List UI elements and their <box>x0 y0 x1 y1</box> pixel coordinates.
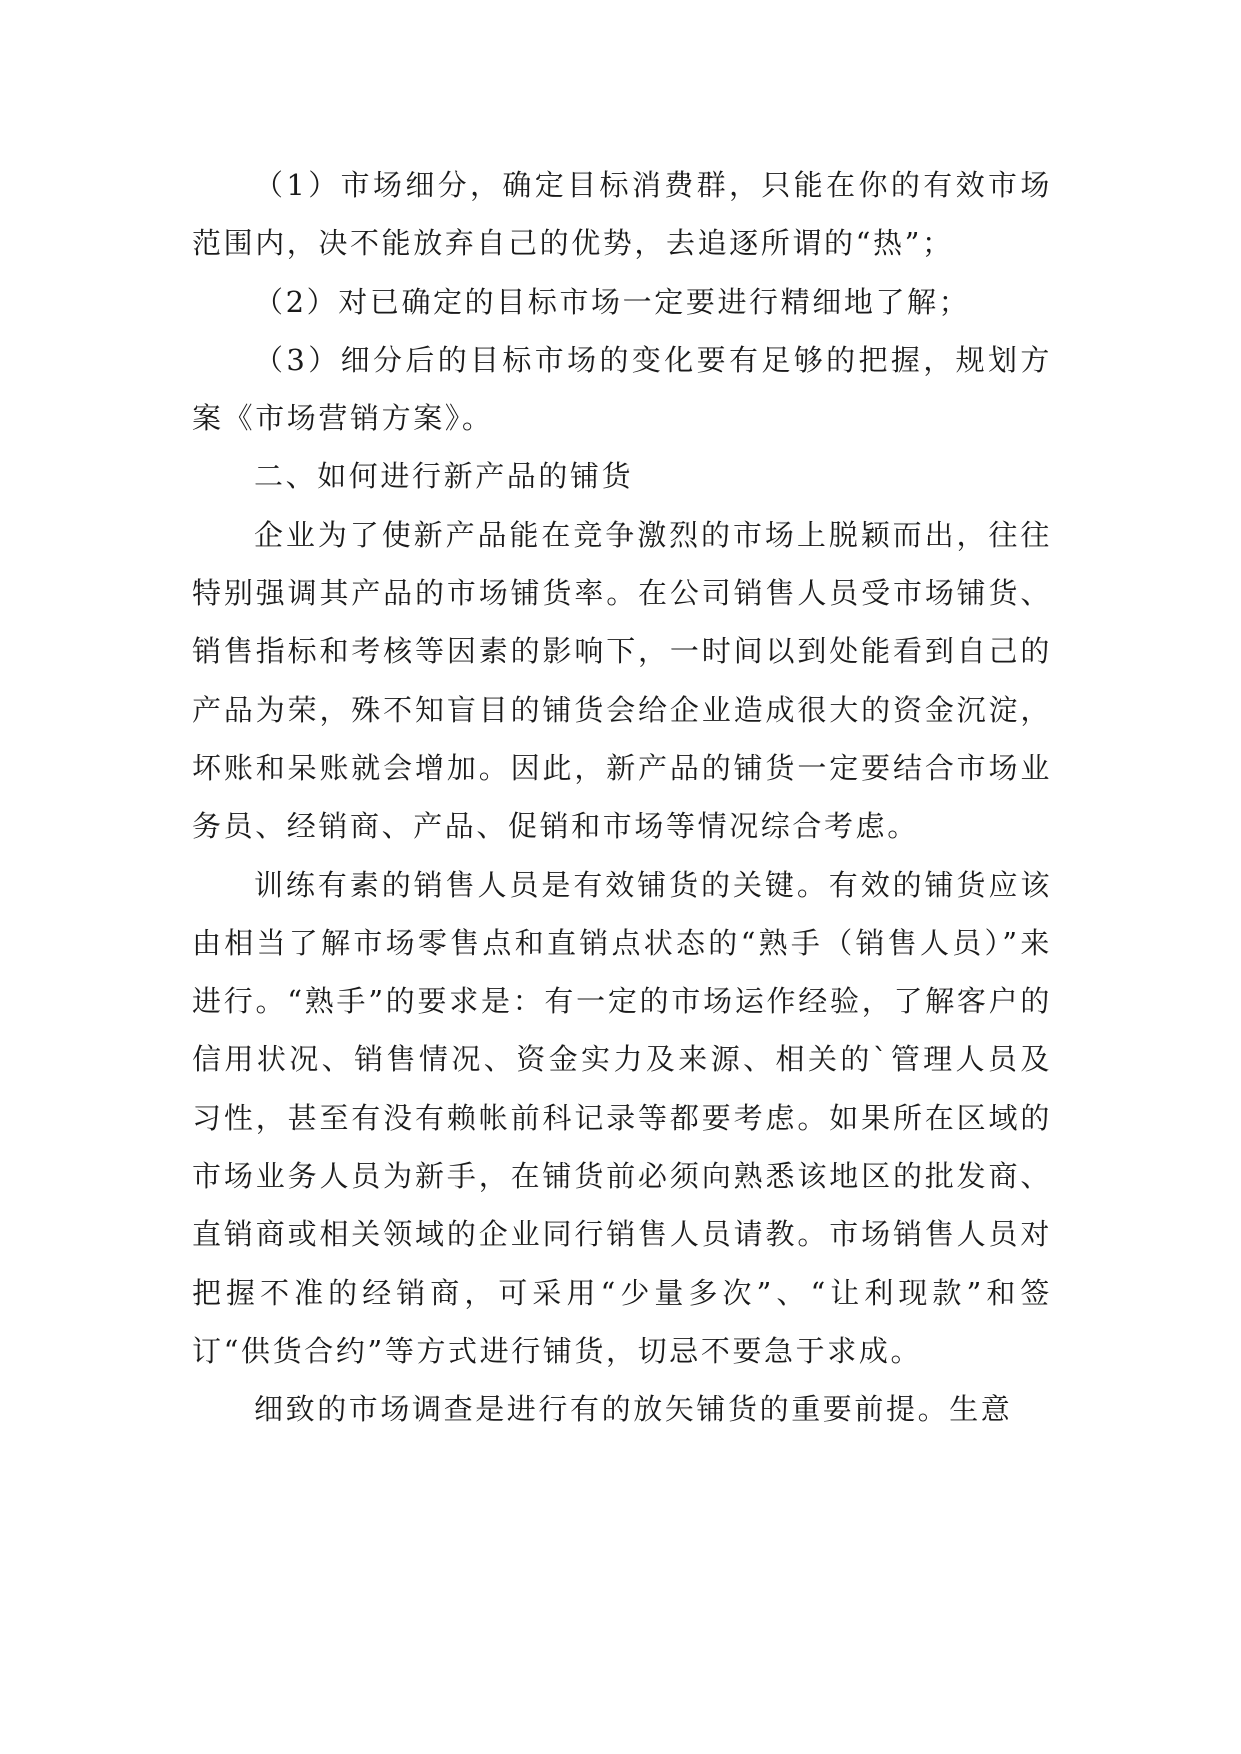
paragraph-market-research: 细致的市场调查是进行有的放矢铺货的重要前提。生意 <box>254 1392 1013 1427</box>
paragraph-target-market-understanding: （2）对已确定的目标市场一定要进行精细地了解； <box>254 284 971 319</box>
section-heading-new-product-distribution: 二、如何进行新产品的铺货 <box>254 459 634 494</box>
paragraph-distribution-rate: 企业为了使新产品能在竞争激烈的市场上脱颖而出，往往特别强调其产品的市场铺货率。在公司销售人员受市场铺货、销售指标和考核等因素的影响下，一时间以到处能看到自己的产品为荣，殊不知盲目的铺货会给企业造成很大的资金沉淀，坏账和呆账就会增加。因此，新产品的铺货一定要结合市场业务员、经销商、产品、促销和市场等情况综合考虑。 <box>192 517 1052 844</box>
document-body <box>192 156 1052 1439</box>
paragraph-market-segmentation: （1）市场细分，确定目标消费群，只能在你的有效市场范围内，决不能放弃自己的优势，去追逐所谓的“热”； <box>192 168 1052 261</box>
paragraph-target-market-changes: （3）细分后的目标市场的变化要有足够的把握，规划方案《市场营销方案》。 <box>192 342 1052 436</box>
paragraph-trained-sales-staff: 训练有素的销售人员是有效铺货的关键。有效的铺货应该由相当了解市场零售点和直销点状态的“熟手（销售人员）”来进行。“熟手”的要求是：有一定的市场运作经验，了解客户的信用状况、销售情况、资金实力及来源、相关的`管理人员及习性，甚至有没有赖帐前科记录等都要考虑。如果所在区域的市场业务人员为新手，在铺货前必须向熟悉该地区的批发商、直销商或相关领域的企业同行销售人员请教。市场销售人员对把握不准的经销商，可采用“少量多次”、“让利现款”和签订“供货合约”等方式进行铺货，切忌不要急于求成。 <box>192 867 1052 1368</box>
